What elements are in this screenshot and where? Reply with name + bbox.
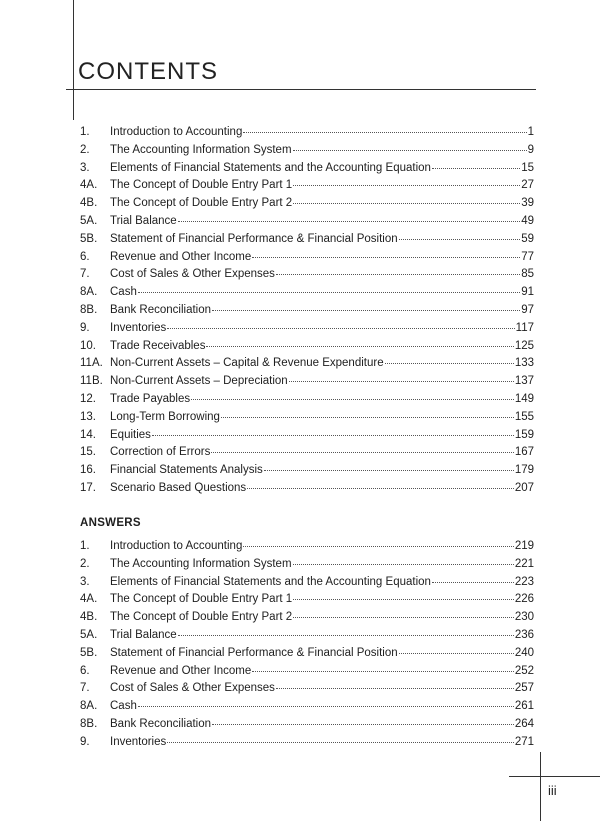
dot-leader <box>138 291 520 293</box>
toc-entry <box>80 391 534 409</box>
entry-page-number: 125 <box>514 339 534 352</box>
entry-page-number: 97 <box>521 303 534 316</box>
dot-leader <box>385 362 514 364</box>
toc-entry <box>80 716 534 734</box>
entry-title: Non-Current Assets – Depreciation <box>110 375 288 388</box>
entry-title: Bank Reconciliation <box>110 717 212 730</box>
entry-title: Revenue and Other Income <box>110 250 252 263</box>
entry-title: Introduction to Accounting <box>110 126 243 138</box>
entry-title: The Concept of Double Entry Part 1 <box>110 179 293 192</box>
entry-title: Trade Payables <box>110 392 191 405</box>
crop-mark-horizontal-top <box>66 89 536 90</box>
page-number: iii <box>548 783 557 798</box>
entry-number: 17. <box>80 481 96 494</box>
toc-entry <box>80 195 534 213</box>
entry-page-number: 117 <box>515 321 534 334</box>
dot-leader <box>152 434 514 436</box>
toc-entry <box>80 177 534 195</box>
entry-title: Bank Reconciliation <box>110 303 212 316</box>
entry-title: Introduction to Accounting <box>110 540 243 552</box>
dot-leader <box>206 345 513 347</box>
toc-entry <box>80 734 534 752</box>
entry-number: 2. <box>80 557 90 570</box>
answers-heading: ANSWERS <box>80 517 141 529</box>
crop-mark-vertical-bottom <box>540 752 541 821</box>
entry-page-number: 159 <box>514 428 534 441</box>
entry-page-number: 91 <box>521 286 534 299</box>
entry-number: 2. <box>80 143 90 156</box>
dot-leader <box>399 238 521 240</box>
entry-page-number: 261 <box>514 700 534 713</box>
dot-leader <box>293 202 520 204</box>
entry-number: 4A. <box>80 593 98 606</box>
dot-leader <box>252 670 514 672</box>
toc-entry <box>80 462 534 480</box>
toc-entry <box>80 663 534 681</box>
toc-entry <box>80 409 534 427</box>
dot-leader <box>293 598 514 600</box>
toc-entry <box>80 609 534 627</box>
toc-entry <box>80 427 534 445</box>
entry-number: 5A. <box>80 214 98 227</box>
dot-leader <box>293 149 527 151</box>
entry-title: Trial Balance <box>110 628 177 641</box>
entry-number: 5B. <box>80 232 98 245</box>
entry-title: Statement of Financial Performance & Financial Position <box>110 646 398 659</box>
entry-number: 6. <box>80 664 90 677</box>
dot-leader <box>243 545 513 547</box>
toc-entry <box>80 213 534 231</box>
entry-number: 15. <box>80 446 96 459</box>
entry-number: 1. <box>80 126 90 138</box>
toc-entry <box>80 680 534 698</box>
entry-page-number: 221 <box>514 557 534 570</box>
entry-title: The Concept of Double Entry Part 2 <box>110 197 293 210</box>
entry-title: The Accounting Information System <box>110 557 292 570</box>
toc-entry <box>80 266 534 284</box>
dot-leader <box>243 131 526 133</box>
entry-page-number: 133 <box>514 357 534 370</box>
toc-entry <box>80 160 534 178</box>
dot-leader <box>276 273 520 275</box>
toc-entry <box>80 627 534 645</box>
entry-title: The Accounting Information System <box>110 143 292 156</box>
entry-number: 3. <box>80 161 90 174</box>
entry-number: 1. <box>80 540 90 552</box>
answers-list <box>80 538 534 752</box>
toc-entry <box>80 574 534 592</box>
entry-number: 16. <box>80 464 96 477</box>
entry-number: 10. <box>80 339 96 352</box>
entry-number: 8A. <box>80 700 98 713</box>
entry-page-number: 257 <box>514 682 534 695</box>
dot-leader <box>293 184 520 186</box>
entry-title: Statement of Financial Performance & Financial Position <box>110 232 398 245</box>
entry-page-number: 230 <box>514 611 534 624</box>
toc-entry <box>80 444 534 462</box>
entry-number: 8B. <box>80 303 98 316</box>
dot-leader <box>191 398 514 400</box>
entry-page-number: 15 <box>521 161 534 174</box>
contents-list <box>80 124 534 498</box>
entry-page-number: 9 <box>527 143 534 156</box>
dot-leader <box>264 469 514 471</box>
entry-title: Correction of Errors <box>110 446 211 459</box>
dot-leader <box>276 687 514 689</box>
dot-leader <box>221 416 514 418</box>
toc-entry <box>80 480 534 498</box>
dot-leader <box>432 581 514 583</box>
entry-number: 6. <box>80 250 90 263</box>
entry-page-number: 223 <box>514 575 534 588</box>
entry-number: 7. <box>80 268 90 281</box>
entry-number: 4B. <box>80 197 98 210</box>
entry-number: 13. <box>80 410 96 423</box>
entry-number: 9. <box>80 735 90 748</box>
entry-page-number: 252 <box>514 664 534 677</box>
entry-number: 4A. <box>80 179 98 192</box>
dot-leader <box>167 741 514 743</box>
dot-leader <box>432 167 520 169</box>
entry-page-number: 219 <box>514 540 534 552</box>
toc-entry <box>80 320 534 338</box>
entry-page-number: 264 <box>514 717 534 730</box>
entry-title: Long-Term Borrowing <box>110 410 220 423</box>
dot-leader <box>252 256 520 258</box>
entry-number: 9. <box>80 321 90 334</box>
entry-title: Elements of Financial Statements and the Accounting Equation <box>110 161 431 174</box>
entry-title: Inventories <box>110 321 167 334</box>
entry-page-number: 85 <box>521 268 534 281</box>
entry-title: Revenue and Other Income <box>110 664 252 677</box>
entry-title: Financial Statements Analysis <box>110 464 263 477</box>
entry-number: 14. <box>80 428 96 441</box>
entry-page-number: 236 <box>514 628 534 641</box>
dot-leader <box>289 380 514 382</box>
toc-entry <box>80 249 534 267</box>
entry-title: Cash <box>110 286 137 299</box>
toc-entry <box>80 591 534 609</box>
entry-number: 7. <box>80 682 90 695</box>
dot-leader <box>211 451 513 453</box>
toc-entry <box>80 355 534 373</box>
entry-title: Trial Balance <box>110 214 177 227</box>
entry-page-number: 77 <box>521 250 534 263</box>
dot-leader <box>293 616 514 618</box>
entry-title: Scenario Based Questions <box>110 481 247 494</box>
entry-number: 8A. <box>80 286 98 299</box>
entry-title: Inventories <box>110 735 167 748</box>
entry-page-number: 271 <box>514 735 534 748</box>
entry-number: 11A. <box>80 357 103 370</box>
entry-page-number: 149 <box>514 392 534 405</box>
dot-leader <box>138 705 514 707</box>
entry-title: Cash <box>110 700 137 713</box>
page-title: CONTENTS <box>78 58 218 85</box>
crop-mark-vertical-top <box>73 0 74 120</box>
entry-title: The Concept of Double Entry Part 2 <box>110 611 293 624</box>
dot-leader <box>212 723 514 725</box>
entry-page-number: 155 <box>514 410 534 423</box>
entry-title: Cost of Sales & Other Expenses <box>110 268 275 281</box>
dot-leader <box>212 309 520 311</box>
entry-number: 5A. <box>80 628 98 641</box>
entry-page-number: 137 <box>514 375 534 388</box>
dot-leader <box>293 563 514 565</box>
entry-number: 12. <box>80 392 96 405</box>
entry-number: 11B. <box>80 375 103 388</box>
entry-page-number: 59 <box>521 232 534 245</box>
entry-title: Elements of Financial Statements and the Accounting Equation <box>110 575 431 588</box>
entry-number: 3. <box>80 575 90 588</box>
toc-entry <box>80 142 534 160</box>
dot-leader <box>178 220 521 222</box>
toc-entry <box>80 556 534 574</box>
toc-entry <box>80 373 534 391</box>
entry-title: Trade Receivables <box>110 339 206 352</box>
entry-page-number: 226 <box>514 593 534 606</box>
toc-entry <box>80 698 534 716</box>
crop-mark-horizontal-bottom <box>509 776 600 777</box>
entry-title: The Concept of Double Entry Part 1 <box>110 593 293 606</box>
toc-entry <box>80 645 534 663</box>
entry-title: Non-Current Assets – Capital & Revenue Expenditure <box>110 357 384 370</box>
entry-page-number: 207 <box>514 481 534 494</box>
toc-entry <box>80 538 534 556</box>
dot-leader <box>247 487 514 489</box>
entry-page-number: 49 <box>521 214 534 227</box>
entry-number: 4B. <box>80 611 98 624</box>
dot-leader <box>399 652 514 654</box>
dot-leader <box>167 327 514 329</box>
entry-title: Cost of Sales & Other Expenses <box>110 682 275 695</box>
toc-entry <box>80 302 534 320</box>
entry-page-number: 27 <box>521 179 534 192</box>
entry-number: 8B. <box>80 717 98 730</box>
entry-number: 5B. <box>80 646 98 659</box>
toc-entry <box>80 231 534 249</box>
entry-page-number: 179 <box>514 464 534 477</box>
toc-entry <box>80 124 534 142</box>
entry-page-number: 1 <box>527 126 534 138</box>
entry-page-number: 167 <box>514 446 534 459</box>
entry-page-number: 39 <box>521 197 534 210</box>
toc-entry <box>80 338 534 356</box>
entry-page-number: 240 <box>514 646 534 659</box>
dot-leader <box>178 634 514 636</box>
toc-entry <box>80 284 534 302</box>
entry-title: Equities <box>110 428 151 441</box>
